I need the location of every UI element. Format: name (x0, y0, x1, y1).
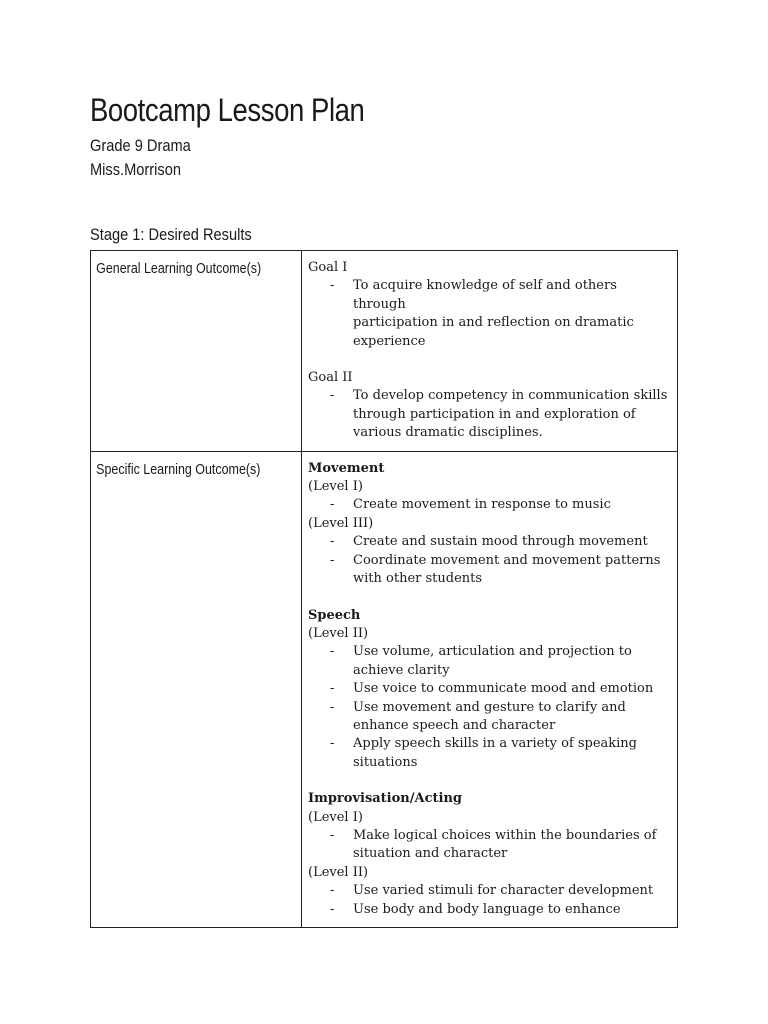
list-item-text: participation in and reflection on dramatic (353, 315, 634, 331)
list-item-text: Apply speech skills in a variety of speaking (353, 736, 638, 752)
list-item-text: enhance speech and character (353, 717, 556, 733)
table-row (91, 451, 678, 927)
list-item (308, 643, 669, 680)
list-item-text: Make logical choices within the boundaries of (353, 827, 657, 843)
specific-outcomes-label: Specific Learning Outcome(s) (96, 461, 261, 478)
list-item-text: situations (353, 754, 418, 770)
bullet-dash: - (330, 883, 335, 899)
stage-heading: Stage 1: Desired Results (90, 225, 252, 244)
list-item-text: Use varied stimuli for character development (353, 883, 654, 899)
list-item (308, 827, 669, 864)
general-outcomes-label-cell (91, 251, 302, 452)
bullet-dash: - (330, 388, 335, 404)
list-item (308, 680, 669, 698)
bullet-dash: - (330, 736, 335, 752)
spacer (308, 772, 669, 790)
general-outcomes-label: General Learning Outcome(s) (96, 261, 262, 277)
bullet-dash: - (330, 681, 335, 697)
bullet-dash: - (330, 901, 335, 917)
list-item (308, 496, 669, 514)
bullet-dash: - (330, 534, 335, 550)
spacer (308, 351, 669, 369)
list-item-text: To acquire knowledge of self and others through (353, 278, 617, 312)
list-item (308, 735, 669, 772)
bullet-dash: - (330, 644, 335, 660)
list-item-text: Use voice to communicate mood and emotion (353, 681, 654, 697)
level-label: (Level I) (308, 479, 363, 495)
list-item (308, 882, 669, 900)
list-item-text: Use movement and gesture to clarify and (353, 699, 626, 715)
page-title: Bootcamp Lesson Plan (90, 92, 365, 128)
list-item-text: with other students (353, 571, 483, 587)
spacer (308, 589, 669, 607)
level-label: (Level I) (308, 809, 363, 825)
table-row (91, 251, 678, 452)
list-item-text: situation and character (353, 846, 508, 862)
lesson-plan-table (90, 250, 678, 928)
list-item-text: achieve clarity (353, 662, 450, 678)
list-item (308, 387, 669, 442)
specific-outcomes-content-cell (302, 451, 678, 927)
list-item-text: Create and sustain mood through movement (353, 534, 648, 550)
specific-outcomes-label-cell (91, 451, 302, 927)
section-title: Improvisation/Acting (308, 791, 462, 807)
teacher-name: Miss.Morrison (90, 160, 181, 179)
bullet-dash: - (330, 497, 335, 513)
list-item-text: through participation in and exploration of (353, 406, 636, 422)
list-item (308, 533, 669, 551)
list-item-text: Use body and body language to enhance (353, 901, 621, 917)
level-label: (Level III) (308, 515, 374, 531)
bullet-dash: - (330, 278, 335, 294)
list-item-text: experience (353, 333, 426, 349)
bullet-dash: - (330, 699, 335, 715)
goal-label: Goal I (308, 260, 348, 275)
list-item (308, 552, 669, 589)
goal-label: Goal II (308, 370, 353, 386)
list-item-text: Use volume, articulation and projection to (353, 644, 632, 660)
section-title: Movement (308, 460, 385, 476)
level-label: (Level II) (308, 864, 369, 880)
list-item-text: To develop competency in communication skills (353, 388, 668, 404)
level-label: (Level II) (308, 625, 369, 641)
specific-outcomes-content (302, 452, 677, 927)
list-item (308, 277, 669, 351)
general-outcomes-content-cell (302, 251, 678, 452)
bullet-dash: - (330, 827, 335, 843)
bullet-dash: - (330, 552, 335, 568)
list-item (308, 699, 669, 736)
list-item-text: various dramatic disciplines. (353, 425, 543, 441)
course-name: Grade 9 Drama (90, 136, 191, 155)
list-item-text: Coordinate movement and movement patterns (353, 552, 661, 568)
list-item (308, 901, 669, 919)
list-item-text: Create movement in response to music (353, 497, 611, 513)
general-outcomes-content (302, 251, 677, 451)
section-title: Speech (308, 607, 361, 623)
